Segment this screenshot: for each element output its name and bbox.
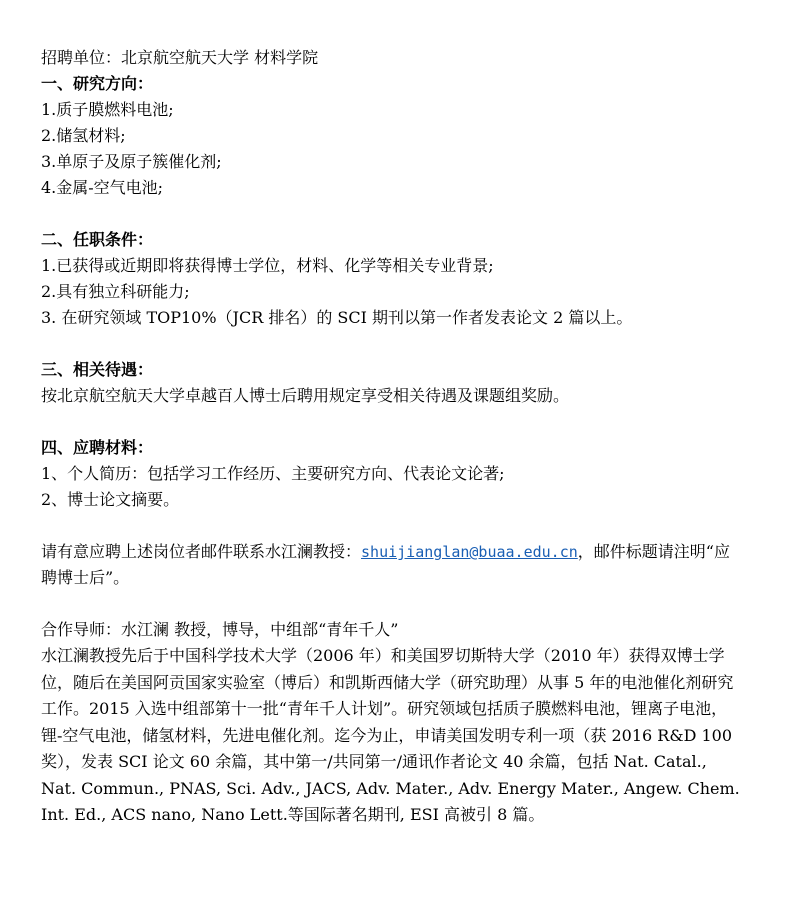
research-item: 4.金属-空气电池; (41, 178, 164, 197)
spacer (41, 331, 758, 357)
contact-prefix: 请有意应聘上述岗位者邮件联系水江澜教授： (41, 542, 362, 561)
spacer (41, 591, 758, 617)
advisor-bio: 水江澜教授先后于中国科学技术大学（2006 年）和美国罗切斯特大学（2010 年）获得双博士学位，随后在美国阿贡国家实验室（博后）和凯斯西储大学（研究助理）从事 5 年的电池催化剂研究工作。2015 入选中组部第十一批“青年千人计划”。研究领域包括质子膜燃料电池，锂离子电池，锂-空气电池，储氢材料，先进电催化剂。迄今为止，申请美国发明专利一项（获 2016 R&D 100 奖），发表 SCI 论文 60 余篇，其中第一/共同第一/通讯作者论文 40 余篇，包括 Nat. Catal., Nat. Commun., PNAS, Sci. Adv., JACS, Adv. Mater., Adv. Energy Mater., Angew. Chem. Int. Ed., ACS nano, Nano Lett.等国际著名期刊, ESI 高被引 8 篇。 (41, 646, 740, 824)
contact-suffix: ，邮件标题请注明“应聘博士后”。 (41, 542, 730, 587)
benefits-text: 按北京航空航天大学卓越百人博士后聘用规定享受相关待遇及课题组奖励。 (41, 386, 570, 405)
spacer (41, 513, 758, 539)
email-link[interactable]: shuijianglan@buaa.edu.cn (361, 543, 578, 561)
advisor-title: 合作导师：水江澜 教授，博导，中组部“青年千人” (41, 620, 399, 639)
research-heading: 一、研究方向： (41, 74, 154, 93)
requirement-item: 2.具有独立科研能力; (41, 282, 190, 301)
contact-paragraph (41, 539, 741, 591)
materials-heading: 四、应聘材料： (41, 438, 154, 457)
research-item: 3.单原子及原子簇催化剂; (41, 152, 222, 171)
requirement-item: 1.已获得或近期即将获得博士学位，材料、化学等相关专业背景; (41, 256, 494, 275)
spacer (41, 201, 758, 227)
materials-item: 2、博士论文摘要。 (41, 490, 180, 509)
research-item: 2.储氢材料; (41, 126, 126, 145)
spacer (41, 409, 758, 435)
requirements-heading: 二、任职条件： (41, 230, 154, 249)
recruiter-line: 招聘单位：北京航空航天大学 材料学院 (41, 48, 319, 67)
materials-item: 1、个人简历：包括学习工作经历、主要研究方向、代表论文论著; (41, 464, 505, 483)
requirement-item: 3. 在研究领域 TOP10%（JCR 排名）的 SCI 期刊以第一作者发表论文 2 篇以上。 (41, 308, 633, 327)
research-item: 1.质子膜燃料电池; (41, 100, 174, 119)
benefits-heading: 三、相关待遇： (41, 360, 154, 379)
